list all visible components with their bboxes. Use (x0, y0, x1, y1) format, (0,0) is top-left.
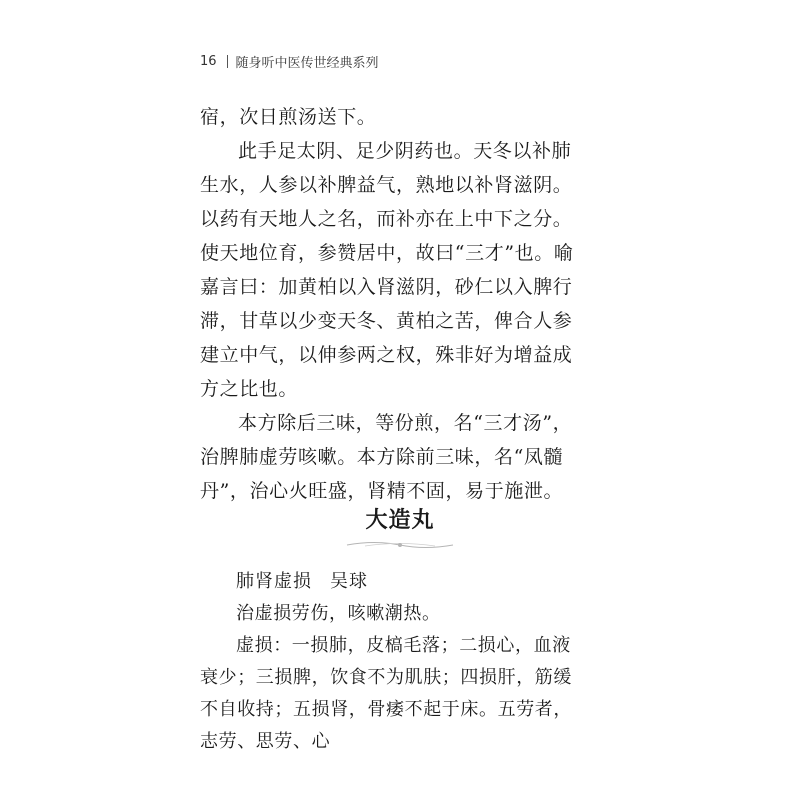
formula-heading (320, 505, 480, 551)
page-number: 16 (200, 54, 217, 69)
section-dazaowan (200, 566, 584, 758)
formula-title: 大造丸 (365, 507, 435, 533)
header-divider (227, 55, 228, 68)
continued-line: 宿，次日煎汤送下。 (200, 106, 377, 128)
paragraph-explanation: 此手足太阴、足少阴药也。天冬以补肺生水，人参以补脾益气，熟地以补肾滋阴。以药有天地人之名，而补亦在上中下之分。使天地位育，参赞居中，故曰“三才”也。喻嘉言曰：加黄柏以入肾滋阴，砂仁以入脾行滞，甘草以少变天冬、黄柏之苦，俾合人参建立中气，以伸参两之权，殊非好为增益成方之比也。 (200, 140, 574, 400)
indication-line: 治虚损劳伤，咳嗽潮热。 (236, 603, 441, 624)
paragraph-variants: 本方除后三味，等份煎，名“三才汤”，治脾肺虚劳咳嗽。本方除前三味，名“凤髓丹”，治心火旺盛，肾精不固，易于施泄。 (200, 412, 573, 502)
running-header (200, 52, 379, 71)
paragraph-xusun: 虚损：一损肺，皮槁毛落；二损心，血液衰少；三损脾，饮食不为肌肤；四损肝，筋缓不自收持；五损肾，骨痿不起于床。五劳者，志劳、思劳、心 (200, 635, 572, 752)
source-category: 肺肾虚损 (236, 571, 312, 592)
source-author: 吴球 (330, 571, 368, 592)
source-line (200, 566, 584, 598)
section-sancai (200, 100, 584, 508)
title-ornament-icon (345, 539, 455, 551)
series-title: 随身听中医传世经典系列 (235, 56, 379, 71)
